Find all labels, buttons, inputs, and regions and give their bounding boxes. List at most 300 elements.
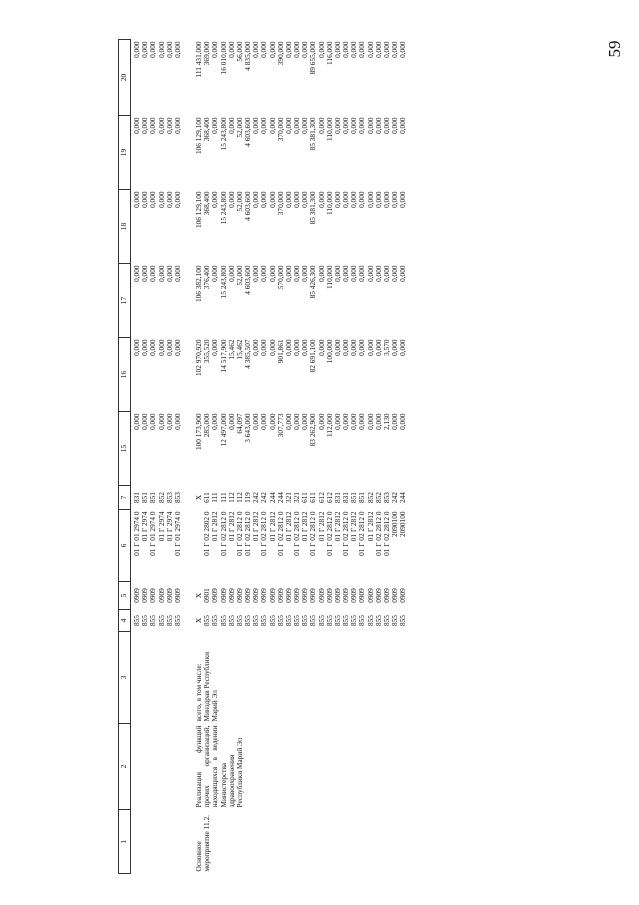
header-row	[119, 40, 131, 874]
cell-amount: 64,097	[234, 413, 244, 434]
cell-amount: 0,000	[390, 413, 400, 430]
cell-grbs: 855	[140, 615, 150, 626]
activity-name: Основное мероприятие 11.2.	[194, 815, 212, 872]
cell-amount: 0,000	[373, 117, 383, 134]
cell-amount: 307,773	[275, 413, 285, 438]
cell-grbs: 855	[164, 615, 174, 626]
cell-amount: 0,000	[164, 339, 174, 356]
cell-amount: 0,000	[259, 413, 269, 430]
cell-amount: 2,130	[381, 413, 391, 430]
cell-amount: 0,000	[390, 339, 400, 356]
cell-amount: 0,000	[332, 413, 342, 430]
cell-amount: 0,000	[156, 339, 166, 356]
cell-amount: 0,000	[373, 191, 383, 208]
cell-amount: 0,000	[292, 339, 302, 356]
cell-section: 0909	[398, 588, 408, 603]
cell-section: 0909	[172, 588, 182, 603]
cell-grbs: 855	[390, 615, 400, 626]
cell-amount: 0,000	[156, 117, 166, 134]
cell-amount: 0,000	[398, 339, 408, 356]
cell-amount: 89 655,000	[308, 41, 318, 75]
cell-total-amount: 106 129,100	[194, 117, 204, 154]
cell-amount: 0,000	[267, 191, 277, 208]
cell-code: X	[194, 494, 204, 501]
cell-grbs: 855	[234, 615, 244, 626]
cell-amount: 0,000	[381, 41, 391, 58]
cell-amount: 0,000	[357, 191, 367, 208]
cell-amount: 0,000	[148, 339, 158, 356]
cell-amount: 4 603,600	[243, 265, 253, 295]
cell-expense-type: 852	[373, 492, 383, 503]
cell-amount: 0,000	[365, 413, 375, 430]
cell-section: 0909	[132, 588, 141, 603]
cell-amount: 0,000	[365, 117, 375, 134]
cell-empty	[141, 724, 149, 810]
cell-amount: 0,000	[226, 117, 236, 134]
col-header: 6	[119, 510, 131, 582]
cell-section: 0909	[324, 588, 334, 603]
cell-total-amount: 106 129,100	[194, 191, 204, 228]
cell-expense-type: 111	[210, 492, 220, 503]
cell-amount: 0,000	[164, 191, 174, 208]
cell-expense-type: 321	[292, 492, 302, 503]
cell-amount: 0,000	[357, 41, 367, 58]
cell-amount: 901,861	[275, 339, 285, 364]
cell-total-amount: 102 970,920	[194, 339, 204, 376]
cell-amount: 0,000	[381, 191, 391, 208]
cell-section: 0909	[148, 588, 158, 603]
cell-expense-type: 612	[316, 492, 326, 503]
cell-code: X	[194, 617, 204, 624]
cell-amount: 0,000	[398, 117, 408, 134]
cell-amount: 0,000	[283, 265, 293, 282]
cell-amount: 4 603,600	[243, 191, 253, 221]
cell-target-article: 01 Г 02 2812 0	[243, 511, 253, 556]
cell-expense-type: 244	[398, 492, 408, 503]
cell-amount: 369,000	[202, 41, 212, 66]
cell-target-article: 01 Г 2812	[251, 511, 261, 542]
cell-amount: 0,000	[316, 265, 326, 282]
cell-amount: 56,000	[234, 41, 244, 62]
cell-amount: 52,000	[234, 117, 244, 138]
cell-target-article: 01 Г 02 2812 0	[292, 511, 302, 556]
cell-amount: 0,000	[357, 339, 367, 356]
cell-amount: 15 243,800	[218, 265, 228, 299]
cell-amount: 390,000	[275, 41, 285, 66]
cell-total-amount: 100 173,900	[194, 413, 204, 450]
cell-grbs: 855	[218, 615, 228, 626]
cell-amount: 0,000	[267, 339, 277, 356]
cell-amount: 0,000	[148, 41, 158, 58]
cell-amount: 0,000	[172, 339, 182, 356]
cell-grbs: 855	[316, 615, 326, 626]
cell-code: X	[194, 592, 204, 599]
cell-amount: 0,000	[341, 265, 351, 282]
cell-amount: 0,000	[210, 117, 220, 134]
cell-empty	[166, 810, 174, 874]
cell-amount: 0,000	[283, 413, 293, 430]
cell-section: 0909	[316, 588, 326, 603]
cell-amount: 112,000	[324, 413, 334, 437]
cell-target-article: 01 Г 2812	[365, 511, 375, 542]
cell-amount: 0,000	[390, 117, 400, 134]
cell-amount: 0,000	[172, 191, 182, 208]
cell-target-article: 2090100	[398, 511, 408, 538]
cell-empty	[166, 632, 174, 724]
cell-amount: 0,000	[341, 117, 351, 134]
cell-amount: 0,000	[341, 413, 351, 430]
cell-section: 0909	[349, 588, 359, 603]
col-header: 2	[119, 724, 131, 810]
cell-target-article: 01 Г 2974	[164, 511, 174, 542]
cell-amount: 0,000	[283, 191, 293, 208]
cell-empty	[141, 632, 149, 724]
cell-target-article: 01 Г 02 2812 0	[234, 511, 244, 556]
cell-empty	[141, 810, 149, 874]
cell-expense-type: 851	[349, 492, 359, 503]
cell-grbs: 855	[349, 615, 359, 626]
cell-amount: 0,000	[172, 41, 182, 58]
cell-grbs: 855	[365, 615, 375, 626]
rotated-table-wrapper	[118, 40, 623, 874]
cell-amount: 570,000	[275, 265, 285, 290]
cell-expense-type: 611	[308, 492, 318, 503]
cell-amount: 0,000	[349, 117, 359, 134]
cell-amount: 4 603,600	[243, 117, 253, 147]
cell-amount: 0,000	[357, 413, 367, 430]
cell-amount: 0,000	[210, 265, 220, 282]
cell-amount: 0,000	[210, 413, 220, 430]
cell-amount: 85 381,300	[308, 117, 318, 151]
cell-empty	[158, 724, 166, 810]
cell-amount: 0,000	[349, 413, 359, 430]
cell-grbs: 855	[341, 615, 351, 626]
cell-empty	[174, 724, 182, 810]
page-number: 59	[605, 40, 624, 58]
cell-grbs: 855	[210, 615, 220, 626]
cell-grbs: 855	[308, 615, 318, 626]
cell-section: 0909	[365, 588, 375, 603]
cell-amount: 110,000	[324, 117, 334, 141]
cell-amount: 0,000	[132, 265, 141, 282]
cell-amount: 0,000	[373, 41, 383, 58]
cell-expense-type: 612	[324, 492, 334, 503]
cell-section: 0909	[357, 588, 367, 603]
cell-amount: 0,000	[381, 117, 391, 134]
cell-amount: 0,000	[283, 117, 293, 134]
cell-amount: 0,000	[259, 191, 269, 208]
cell-amount: 0,000	[132, 41, 141, 58]
cell-amount: 0,000	[251, 41, 261, 58]
cell-amount: 0,000	[226, 265, 236, 282]
cell-amount: 0,000	[292, 117, 302, 134]
cell-total-amount: 106 382,100	[194, 265, 204, 302]
cell-amount: 0,000	[156, 191, 166, 208]
cell-amount: 0,000	[390, 265, 400, 282]
cell-expense-type: 321	[283, 492, 293, 503]
cell-amount: 110,000	[324, 191, 334, 215]
cell-amount: 0,000	[341, 339, 351, 356]
cell-empty	[133, 724, 141, 810]
cell-section: 0909	[308, 588, 318, 603]
cell-expense-type: 851	[140, 492, 150, 503]
table-row	[133, 40, 141, 874]
cell-amount: 0,000	[283, 41, 293, 58]
cell-amount: 15,462	[234, 339, 244, 360]
cell-amount: 0,000	[132, 339, 141, 356]
cell-empty	[158, 810, 166, 874]
cell-amount: 3,570	[381, 339, 391, 356]
table-row	[166, 40, 174, 874]
cell-amount: 0,000	[148, 413, 158, 430]
cell-section: 0909	[390, 588, 400, 603]
cell-amount: 0,000	[357, 117, 367, 134]
cell-amount: 0,000	[267, 265, 277, 282]
cell-expense-type: 242	[390, 492, 400, 503]
cell-grbs: 855	[373, 615, 383, 626]
table-row	[174, 40, 182, 874]
cell-amount: 0,000	[316, 339, 326, 356]
cell-amount: 16 010,000	[218, 41, 228, 75]
cell-section: 0909	[373, 588, 383, 603]
cell-amount: 0,000	[316, 191, 326, 208]
col-header: 20	[119, 40, 131, 116]
cell-amount: 3 643,000	[243, 413, 253, 443]
col-header: 17	[119, 264, 131, 338]
cell-section: 0909	[140, 588, 150, 603]
cell-amount: 0,000	[164, 41, 174, 58]
cell-section: 0909	[341, 588, 351, 603]
cell-amount: 0,000	[140, 413, 150, 430]
cell-amount: 285,000	[202, 413, 212, 438]
col-header: 7	[119, 486, 131, 510]
cell-expense-type: 852	[365, 492, 375, 503]
cell-expense-type: 851	[357, 492, 367, 503]
cell-amount: 0,000	[300, 265, 310, 282]
cell-amount: 0,000	[300, 413, 310, 430]
cell-expense-type: 852	[156, 492, 166, 503]
cell-target-article: 01 Г 02 2812 0	[218, 511, 228, 556]
activity-description: Реализация функций прочих организаций, находящихся в ведении Министерства здравоохранения Республики Марий Эл	[194, 725, 244, 808]
cell-target-article: 01 Г 02 2812 0	[341, 511, 351, 556]
cell-amount: 0,000	[292, 41, 302, 58]
col-header: 1	[119, 810, 131, 874]
cell-amount: 0,000	[148, 191, 158, 208]
cell-amount: 0,000	[365, 191, 375, 208]
cell-amount: 0,000	[390, 41, 400, 58]
budget-table	[118, 39, 408, 874]
cell-grbs: 855	[324, 615, 334, 626]
cell-amount: 0,000	[172, 117, 182, 134]
cell-target-article: 01 Г 2812	[267, 511, 277, 542]
cell-amount: 0,000	[140, 339, 150, 356]
cell-amount: 0,000	[341, 41, 351, 58]
cell-target-article: 01 Г 2812	[332, 511, 342, 542]
cell-section: 0909	[218, 588, 228, 603]
cell-amount: 0,000	[251, 117, 261, 134]
cell-grbs: 855	[251, 615, 261, 626]
cell-amount: 4 835,000	[243, 41, 253, 71]
table-row	[158, 40, 166, 874]
cell-section: 0909	[210, 588, 220, 603]
cell-amount: 0,000	[292, 265, 302, 282]
cell-amount: 355,520	[202, 339, 212, 364]
cell-target-article: 01 Г 02 2812 0	[259, 511, 269, 556]
cell-amount: 0,000	[140, 265, 150, 282]
cell-amount: 14 517,900	[218, 339, 228, 373]
cell-target-article: 01 Г 02 2812 0	[357, 511, 367, 556]
table-row	[141, 40, 149, 874]
cell-grbs: 855	[243, 615, 253, 626]
cell-section: 0909	[275, 588, 285, 603]
cell-amount: 0,000	[267, 41, 277, 58]
cell-amount: 116,000	[324, 41, 334, 65]
cell-grbs: 855	[156, 615, 166, 626]
cell-amount: 0,000	[316, 117, 326, 134]
cell-target-article: 01 Г 01 2974 0	[148, 511, 158, 556]
cell-amount: 15,462	[226, 339, 236, 360]
cell-expense-type: 244	[267, 492, 277, 503]
cell-expense-type: 853	[381, 492, 391, 503]
cell-amount: 0,000	[292, 191, 302, 208]
cell-section: 0909	[292, 588, 302, 603]
cell-expense-type: 611	[202, 492, 212, 503]
cell-target-article: 01 Г 02 2812 0	[308, 511, 318, 556]
cell-expense-type: 851	[148, 492, 158, 503]
cell-target-article: 01 Г 02 2812 0	[275, 511, 285, 556]
cell-expense-type: 242	[259, 492, 269, 503]
cell-amount: 0,000	[226, 191, 236, 208]
cell-amount: 0,000	[259, 41, 269, 58]
cell-expense-type: 112	[234, 492, 244, 503]
cell-amount: 0,000	[398, 265, 408, 282]
cell-amount: 0,000	[172, 265, 182, 282]
cell-amount: 52,000	[234, 265, 244, 286]
cell-amount: 0,000	[267, 413, 277, 430]
cell-amount: 0,000	[332, 41, 342, 58]
cell-amount: 0,000	[381, 265, 391, 282]
cell-section: 0909	[243, 588, 253, 603]
cell-amount: 0,000	[332, 265, 342, 282]
cell-grbs: 855	[202, 615, 212, 626]
cell-empty	[149, 632, 157, 724]
cell-expense-type: 119	[243, 492, 253, 503]
cell-amount: 0,000	[226, 413, 236, 430]
table-row	[149, 40, 157, 874]
cell-amount: 0,000	[164, 413, 174, 430]
cell-target-article: 01 Г 2974	[140, 511, 150, 542]
cell-target-article: 01 Г 2812	[226, 511, 236, 542]
cell-amount: 0,000	[164, 117, 174, 134]
organization-name: Минздрав Республики Марий Эл	[202, 651, 220, 722]
cell-amount: 0,000	[398, 413, 408, 430]
cell-expense-type: 831	[341, 492, 351, 503]
cell-amount: 0,000	[373, 339, 383, 356]
cell-section: 0901	[202, 588, 212, 603]
cell-target-article: 01 Г 2812	[300, 511, 310, 542]
cell-amount: 0,000	[300, 41, 310, 58]
cell-empty	[174, 810, 182, 874]
cell-amount: 0,000	[132, 413, 141, 430]
cell-empty	[133, 810, 141, 874]
cell-section: 0909	[381, 588, 391, 603]
cell-amount: 0,000	[132, 191, 141, 208]
cell-amount: 0,000	[148, 265, 158, 282]
cell-amount: 376,400	[202, 265, 212, 290]
cell-grbs: 855	[292, 615, 302, 626]
cell-amount: 0,000	[357, 265, 367, 282]
section-total-row	[195, 40, 203, 874]
cell-amount: 0,000	[373, 265, 383, 282]
cell-section: 0909	[259, 588, 269, 603]
cell-target-article: 01 Г 01 2974 0	[132, 511, 141, 556]
cell-expense-type: 111	[218, 492, 228, 503]
cell-amount: 0,000	[140, 117, 150, 134]
cell-expense-type: 112	[226, 492, 236, 503]
cell-amount: 0,000	[148, 117, 158, 134]
cell-empty	[133, 632, 141, 724]
total-label: всего, в том числе:	[194, 663, 204, 722]
cell-amount: 0,000	[292, 413, 302, 430]
col-header: 18	[119, 190, 131, 264]
cell-amount: 0,000	[259, 339, 269, 356]
cell-amount: 110,000	[324, 265, 334, 289]
cell-amount: 12 497,000	[218, 413, 228, 447]
cell-empty	[174, 632, 182, 724]
cell-target-article: 01 Г 2974	[156, 511, 166, 542]
cell-amount: 15 243,800	[218, 191, 228, 225]
cell-amount: 0,000	[341, 191, 351, 208]
cell-section: 0909	[226, 588, 236, 603]
cell-empty	[158, 632, 166, 724]
cell-grbs: 855	[357, 615, 367, 626]
col-header: 4	[119, 610, 131, 632]
cell-amount: 0,000	[398, 41, 408, 58]
cell-amount: 0,000	[349, 191, 359, 208]
cell-amount: 0,000	[332, 191, 342, 208]
cell-section: 0909	[300, 588, 310, 603]
cell-amount: 0,000	[349, 339, 359, 356]
cell-amount: 0,000	[316, 413, 326, 430]
cell-grbs: 855	[226, 615, 236, 626]
cell-section: 0909	[156, 588, 166, 603]
cell-amount: 0,000	[316, 41, 326, 58]
cell-amount: 82 691,100	[308, 339, 318, 373]
cell-expense-type: 831	[132, 492, 141, 503]
cell-grbs: 855	[332, 615, 342, 626]
cell-expense-type: 831	[332, 492, 342, 503]
cell-amount: 85 426,300	[308, 265, 318, 299]
cell-target-article: 01 Г 02 2802 0	[202, 511, 212, 556]
cell-empty	[166, 724, 174, 810]
cell-target-article: 01 Г 02 2812 0	[373, 511, 383, 556]
cell-amount: 370,000	[275, 191, 285, 216]
col-header: 5	[119, 582, 131, 610]
cell-amount: 0,000	[300, 339, 310, 356]
cell-amount: 0,000	[398, 191, 408, 208]
cell-section: 0909	[164, 588, 174, 603]
cell-amount: 0,000	[365, 265, 375, 282]
cell-amount: 85 381,300	[308, 191, 318, 225]
cell-section: 0909	[251, 588, 261, 603]
cell-amount: 0,000	[300, 117, 310, 134]
cell-amount: 0,000	[267, 117, 277, 134]
cell-target-article: 01 Г 01 2974 0	[172, 511, 182, 556]
table-body	[131, 40, 408, 874]
cell-grbs: 855	[148, 615, 158, 626]
cell-amount: 0,000	[140, 191, 150, 208]
cell-grbs: 855	[300, 615, 310, 626]
